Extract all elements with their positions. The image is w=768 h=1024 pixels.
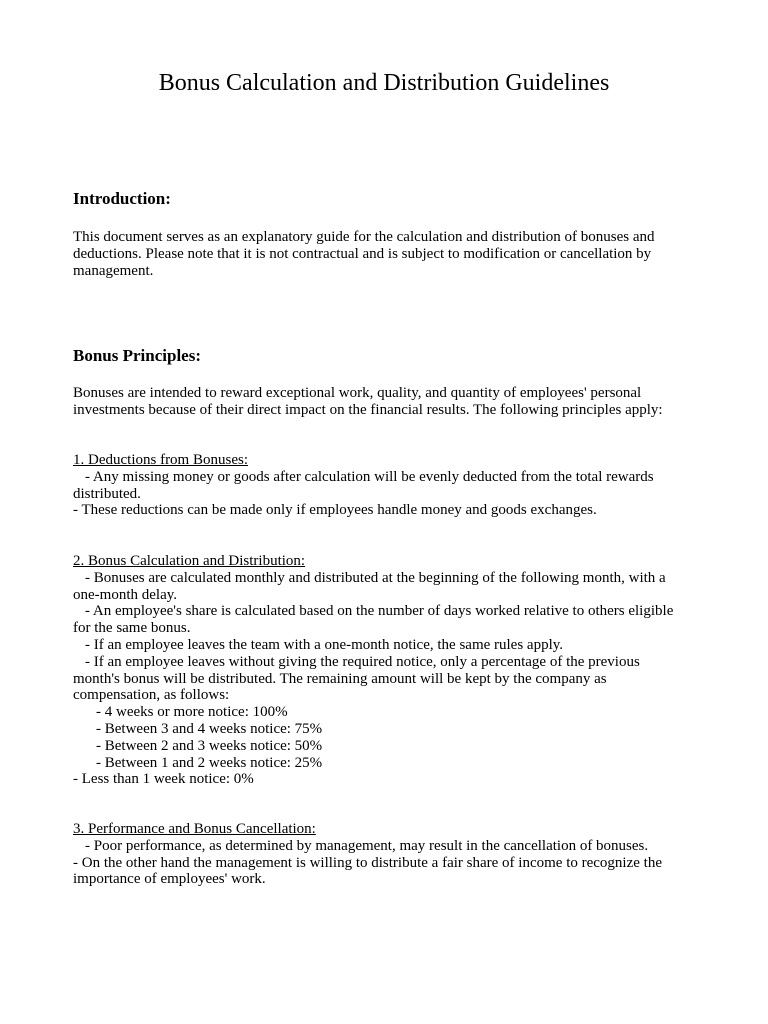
introduction-paragraph xyxy=(73,229,698,279)
section-title: 3. Performance and Bonus Cancellation: xyxy=(73,821,316,837)
text-line: - On the other hand the management is willing to distribute a fair share of income to recognize the xyxy=(73,854,662,871)
text-line: importance of employees' work. xyxy=(73,871,266,888)
bonus-principles-heading: Bonus Principles: xyxy=(73,346,201,365)
text-line: for the same bonus. xyxy=(73,620,191,637)
text-line: month's bonus will be distributed. The remaining amount will be kept by the company as xyxy=(73,670,607,687)
section-deductions xyxy=(73,452,698,519)
section-title: 2. Bonus Calculation and Distribution: xyxy=(73,553,306,569)
text-line: - If an employee leaves the team with a one-month notice, the same rules apply. xyxy=(85,636,564,653)
document-title: Bonus Calculation and Distribution Guidelines xyxy=(158,70,610,96)
notice-rule: - Between 2 and 3 weeks notice: 50% xyxy=(96,737,323,754)
bonus-principles-paragraph xyxy=(73,385,698,419)
text-line: - Bonuses are calculated monthly and distributed at the beginning of the following month, with a xyxy=(85,569,666,586)
notice-rule: - Less than 1 week notice: 0% xyxy=(73,771,254,788)
text-line: one-month delay. xyxy=(73,586,177,603)
section-performance-cancellation xyxy=(73,821,698,888)
text-line: - Any missing money or goods after calculation will be evenly deducted from the total rewards xyxy=(85,468,654,485)
text-line: This document serves as an explanatory guide for the calculation and distribution of bonuses and xyxy=(73,229,655,245)
notice-rule: - Between 3 and 4 weeks notice: 75% xyxy=(96,720,323,737)
text-line: distributed. xyxy=(73,485,141,502)
text-line: investments because of their direct impact on the financial results. The following principles apply: xyxy=(73,401,663,418)
text-line: - If an employee leaves without giving the required notice, only a percentage of the previous xyxy=(85,653,640,670)
text-line: management. xyxy=(73,262,154,279)
text-line: deductions. Please note that it is not contractual and is subject to modification or cancellation by xyxy=(73,245,652,262)
section-title: 1. Deductions from Bonuses: xyxy=(73,452,248,468)
notice-rule: - 4 weeks or more notice: 100% xyxy=(96,704,288,721)
notice-rule: - Between 1 and 2 weeks notice: 25% xyxy=(96,754,323,771)
text-line: - Poor performance, as determined by management, may result in the cancellation of bonuses. xyxy=(85,837,649,854)
section-calculation-distribution xyxy=(73,553,698,788)
introduction-heading: Introduction: xyxy=(73,189,171,208)
text-line: Bonuses are intended to reward exceptional work, quality, and quantity of employees' personal xyxy=(73,385,642,401)
text-line: - An employee's share is calculated based on the number of days worked relative to others eligible xyxy=(85,603,674,620)
text-line: compensation, as follows: xyxy=(73,687,230,704)
text-line: - These reductions can be made only if employees handle money and goods exchanges. xyxy=(73,502,597,519)
